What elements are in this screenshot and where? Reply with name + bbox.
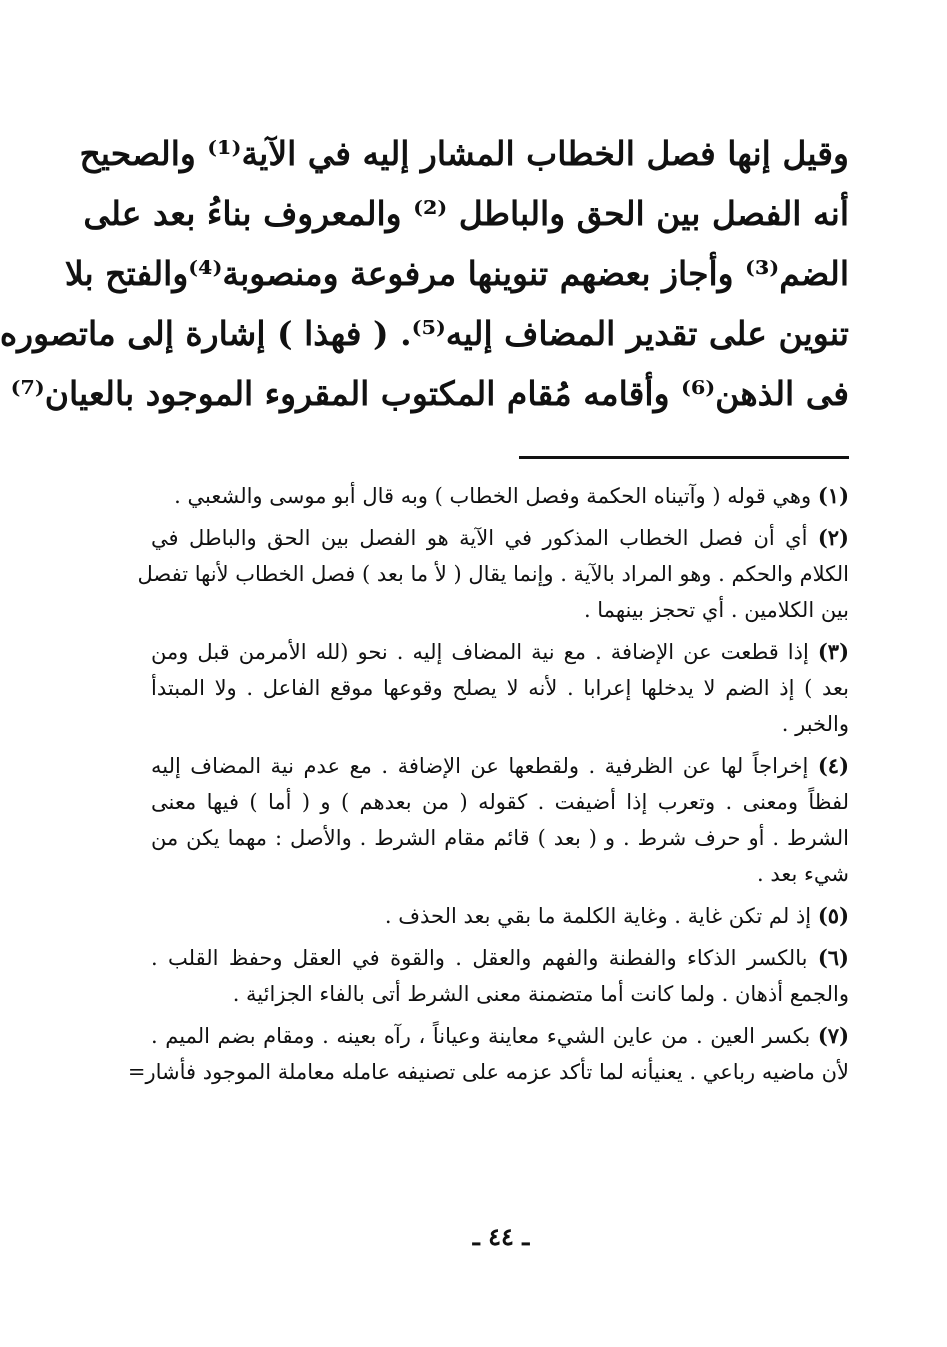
page-number: ـ ٤٤ ـ [472, 1222, 530, 1251]
footnote-2 [137, 520, 849, 628]
footnote-line: والجمع أذهان . ولما كانت أما متضمنة معنى الشرط أتى بالفاء الجزائية . [232, 982, 849, 1006]
footnote-line: لأن ماضيه رباعي . يعنيأنه لما تأكد عزمه على تصنيفه عامله معاملة الموجود فأشار= [127, 1060, 849, 1084]
footnote-6 [151, 940, 849, 1012]
footnote-line: الكلام والحكم . وهو المراد بالآية . وإنما يقال ( لأ ما بعد ) فصل الخطاب لأنها تفصل [137, 562, 849, 586]
footnote-line [151, 940, 849, 976]
footnote-1 [151, 478, 849, 514]
footnotes [127, 478, 849, 1096]
footnote-4 [151, 748, 849, 892]
footnote-number: (٤) [817, 753, 849, 778]
footnote-number: (٥) [817, 903, 849, 928]
footnote-line: بعد ) إذ الضم لا يدخلها إعرابا . لأنه لا يصلح وقوعها موقع الفاعل . ولا المبتدأ [151, 676, 849, 700]
main-text-line: وقيل إنها فصل الخطاب المشار إليه في الآية⁽¹⁾ والصحيح [79, 134, 849, 173]
footnote-text: أي أن فصل الخطاب المذكور في الآية هو الفصل بين الحق والباطل في [151, 526, 808, 550]
main-text [0, 124, 849, 424]
footnote-text: بكسر العين . من عاين الشيء معاينة وعياناً ، رآه بعينه . ومقام بضم الميم . [151, 1024, 811, 1048]
footnote-line [151, 634, 849, 670]
footnote-line [151, 478, 849, 514]
footnote-text: بالكسر الذكاء والفطنة والفهم والعقل . والقوة في العقل وحفظ القلب . [151, 946, 808, 970]
footnote-line [151, 898, 849, 934]
main-text-line: الضم⁽³⁾ وأجاز بعضهم تنوينها مرفوعة ومنصوبة⁽⁴⁾والفتح بلا [64, 254, 849, 293]
footnote-line: والخبر . [781, 712, 849, 736]
footnote-line [151, 520, 849, 556]
footnote-line: شيء بعد . [757, 862, 849, 886]
footnote-number: (٣) [817, 639, 849, 664]
main-text-line: فى الذهن⁽⁶⁾ وأقامه مُقام المكتوب المقروء الموجود بالعيان⁽⁷⁾ [10, 374, 849, 413]
footnote-number: (١) [817, 483, 849, 508]
footnote-text: إذا قطعت عن الإضافة . مع نية المضاف إليه . نحو (لله الأمرمن قبل ومن [151, 640, 809, 664]
footnote-5 [151, 898, 849, 934]
footnote-line: الشرط . أو حرف شرط . و ( بعد ) قائم مقام الشرط . والأصل : مهما يكن من [151, 826, 849, 850]
footnote-separator [519, 456, 849, 459]
footnote-text: إخراجاً لها عن الظرفية . ولقطعها عن الإضافة . مع عدم نية المضاف إليه [151, 754, 809, 778]
footnote-line: لفظاً ومعنى . وتعرب إذا أضيفت . كقوله ( من بعدهم ) و ( أما ) فيها معنى [151, 790, 849, 814]
footnote-line: بين الكلامين . أي تحجز بينهما . [583, 598, 849, 622]
main-text-line: أنه الفصل بين الحق والباطل ⁽²⁾ والمعروف بناءُ بعد على [83, 194, 849, 233]
footnote-number: (٢) [817, 525, 849, 550]
footnote-text: وهي قوله ( وآتيناه الحكمة وفصل الخطاب ) وبه قال أبو موسى والشعبي . [174, 484, 812, 508]
footnote-line [151, 748, 849, 784]
main-text-line: تنوين على تقدير المضاف إليه⁽⁵⁾. ( فهذا ) إشارة إلى ماتصوره [0, 314, 849, 353]
footnote-7 [127, 1018, 849, 1090]
footnote-line [151, 1018, 849, 1054]
footnote-3 [151, 634, 849, 742]
footnote-number: (٧) [817, 1023, 849, 1048]
footnote-text: إذ لم تكن غاية . وغاية الكلمة ما بقي بعد الحذف . [384, 904, 812, 928]
footnote-number: (٦) [817, 945, 849, 970]
